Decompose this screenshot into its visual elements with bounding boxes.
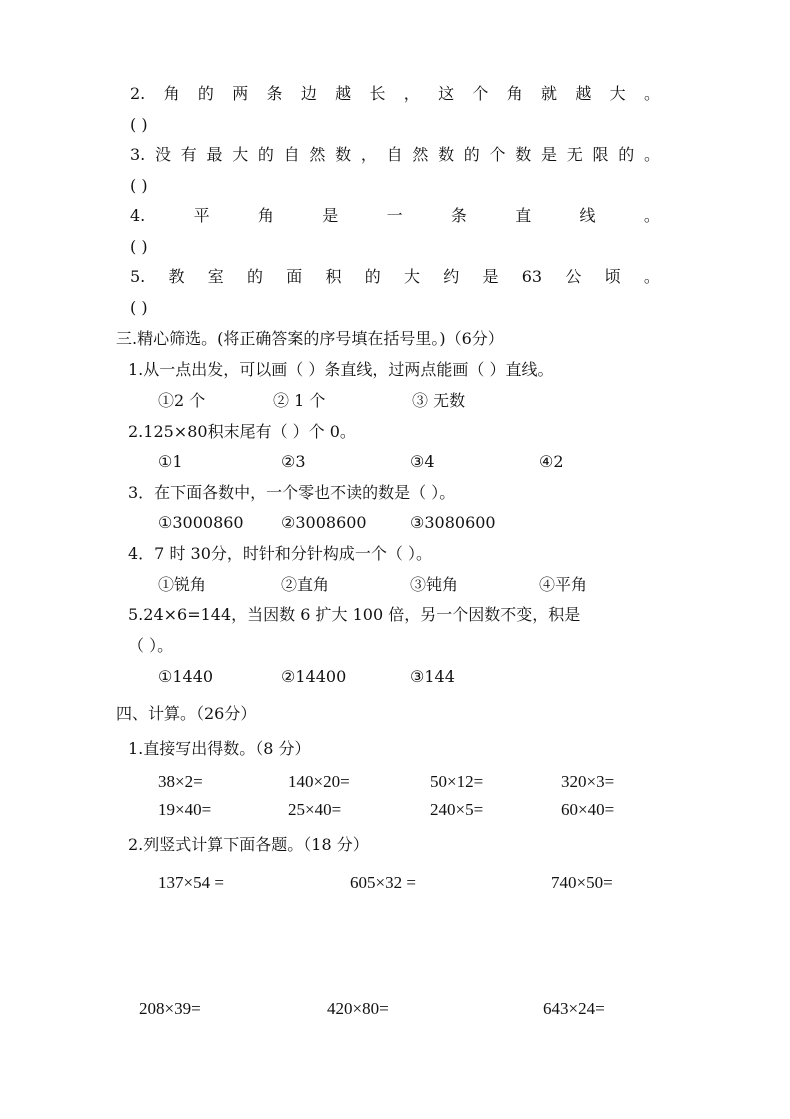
item-char: 这 (438, 84, 455, 103)
item-char: 越 (575, 84, 592, 103)
item-char: ， (403, 84, 420, 103)
item-char: 个 (472, 84, 489, 103)
option[interactable]: ②3008600 (281, 513, 367, 532)
item-char: 就 (541, 84, 558, 103)
calc-item: 50×12= (430, 772, 484, 791)
item-char: 顷 (604, 267, 621, 286)
item-char: 的 (247, 267, 264, 286)
item-char: 是 (482, 267, 499, 286)
item-char: 有 (180, 145, 197, 164)
item-char: 限 (592, 145, 609, 164)
item-char: 是 (541, 145, 558, 164)
section-3-title: 三.精心筛选。(将正确答案的序号填在括号里。)（6分） (116, 329, 504, 348)
item-char: 公 (565, 267, 582, 286)
option[interactable]: ①1 (158, 452, 183, 471)
item-char: 的 (197, 84, 214, 103)
section-4-title: 四、计算。（26分） (116, 704, 257, 723)
item-char: 角 (506, 84, 523, 103)
item-char: 。 (643, 84, 660, 103)
judge-line (130, 86, 660, 102)
calc-item: 60×40= (561, 800, 615, 819)
item-number: 4. (130, 206, 146, 225)
option[interactable]: ③ 无数 (412, 391, 466, 410)
option[interactable]: ③144 (410, 667, 455, 686)
item-char: 教 (168, 267, 185, 286)
item-number: 3. (130, 145, 146, 164)
item-char: 面 (286, 267, 303, 286)
item-char: 越 (335, 84, 352, 103)
item-char: 的 (618, 145, 635, 164)
calc-item: 420×80= (327, 999, 389, 1018)
item-char: 的 (257, 145, 274, 164)
question-4-text: 4．7 时 30分，时针和分针构成一个（ ）。 (128, 544, 432, 563)
question-5-text-cont: （ ）。 (128, 636, 174, 655)
item-char: 条 (450, 206, 467, 225)
item-char: 最 (206, 145, 223, 164)
option[interactable]: ④2 (539, 452, 564, 471)
option[interactable]: ②14400 (281, 667, 347, 686)
item-char: 约 (443, 267, 460, 286)
option[interactable]: ② 1 个 (273, 391, 326, 410)
calc-item: 605×32 = (350, 873, 416, 892)
question-1-text: 1.从一点出发，可以画（ ）条直线，过两点能画（ ）直线。 (128, 360, 554, 379)
item-char: 积 (325, 267, 342, 286)
item-char: 63 (521, 267, 543, 286)
item-char: 的 (364, 267, 381, 286)
calc-item: 320×3= (561, 772, 615, 791)
item-char: 条 (266, 84, 283, 103)
item-char: 大 (609, 84, 626, 103)
item-char: 大 (232, 145, 249, 164)
item-char: 边 (300, 84, 317, 103)
item-char: 自 (386, 145, 403, 164)
item-char: 数 (438, 145, 455, 164)
item-char: 一 (386, 206, 403, 225)
calc-item: 137×54 = (158, 873, 224, 892)
option[interactable]: ①锐角 (158, 575, 207, 594)
judge-line (130, 269, 660, 285)
item-char: 。 (643, 145, 660, 164)
calc-item: 38×2= (158, 772, 203, 791)
item-char: 长 (369, 84, 386, 103)
answer-paren[interactable]: ( ) (130, 237, 148, 256)
item-char: 两 (232, 84, 249, 103)
item-char: 然 (412, 145, 429, 164)
item-char: ， (360, 145, 377, 164)
judge-line (130, 147, 660, 163)
calc-item: 740×50= (551, 873, 613, 892)
option[interactable]: ②直角 (281, 575, 330, 594)
item-char: 个 (489, 145, 506, 164)
item-char: 角 (257, 206, 274, 225)
item-number: 5. (130, 267, 146, 286)
judge-line (130, 208, 660, 224)
question-2-text: 2.125×80积末尾有（ ）个 0。 (128, 422, 356, 441)
answer-paren[interactable]: ( ) (130, 115, 148, 134)
calc-item: 19×40= (158, 800, 212, 819)
item-char: 然 (309, 145, 326, 164)
calc-sub1-title: 1.直接写出得数。（8 分） (128, 739, 311, 758)
option[interactable]: ④平角 (539, 575, 588, 594)
question-3-text: 3．在下面各数中，一个零也不读的数是（ ）。 (128, 483, 456, 502)
calc-item: 25×40= (288, 800, 342, 819)
item-char: 。 (643, 267, 660, 286)
calc-item: 643×24= (543, 999, 605, 1018)
question-5-text: 5.24×6=144，当因数 6 扩大 100 倍，另一个因数不变，积是 (128, 605, 581, 624)
calc-item: 240×5= (430, 800, 484, 819)
item-number: 2. (130, 84, 146, 103)
answer-paren[interactable]: ( ) (130, 176, 148, 195)
item-char: 室 (207, 267, 224, 286)
option[interactable]: ②3 (281, 452, 306, 471)
item-char: 直 (515, 206, 532, 225)
item-char: 线 (579, 206, 596, 225)
item-char: 是 (322, 206, 339, 225)
answer-paren[interactable]: ( ) (130, 298, 148, 317)
item-char: 无 (566, 145, 583, 164)
option[interactable]: ③钝角 (410, 575, 459, 594)
item-char: 大 (404, 267, 421, 286)
item-char: 的 (463, 145, 480, 164)
item-char: 数 (335, 145, 352, 164)
calc-item: 140×20= (288, 772, 350, 791)
calc-item: 208×39= (139, 999, 201, 1018)
calc-sub2-title: 2.列竖式计算下面各题。（18 分） (128, 835, 369, 854)
item-char: 没 (154, 145, 171, 164)
item-char: 平 (193, 206, 210, 225)
option[interactable]: ③3080600 (410, 513, 496, 532)
item-char: 自 (283, 145, 300, 164)
option[interactable]: ①3000860 (158, 513, 244, 532)
item-char: 数 (515, 145, 532, 164)
item-char: 。 (643, 206, 660, 225)
option[interactable]: ①1440 (158, 667, 214, 686)
option[interactable]: ①2 个 (158, 391, 206, 410)
item-char: 角 (163, 84, 180, 103)
option[interactable]: ③4 (410, 452, 435, 471)
